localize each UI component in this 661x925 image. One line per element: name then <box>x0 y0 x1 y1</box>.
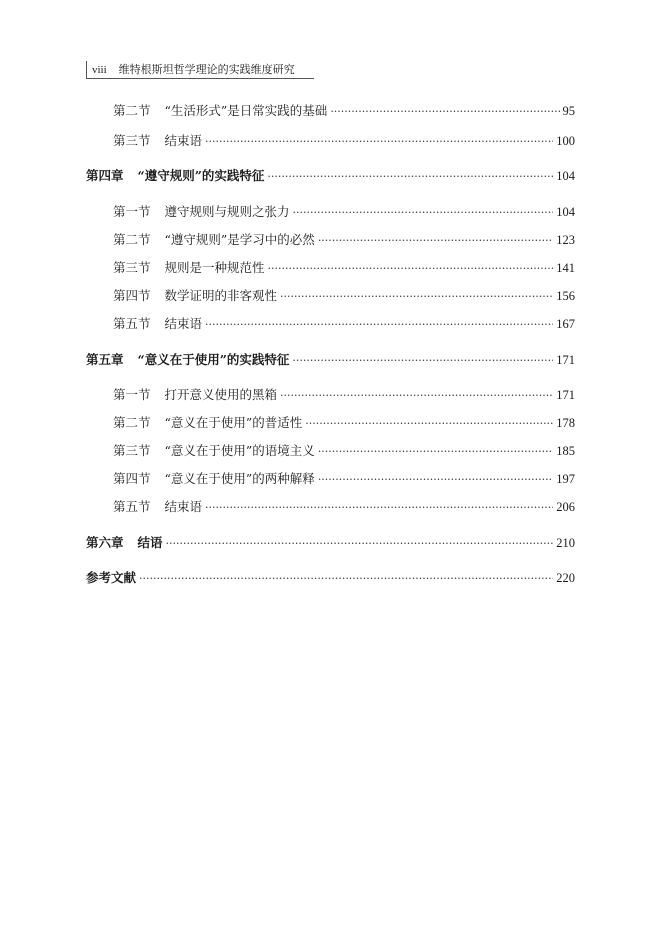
toc-entry-number: 第四节 <box>113 471 151 486</box>
dot-leader <box>305 417 553 430</box>
toc-entry-page: 185 <box>556 444 575 458</box>
dot-leader <box>139 572 553 585</box>
toc-entry[interactable] <box>113 258 575 278</box>
toc-entry-title: 打开意义使用的黑箱 <box>164 387 278 402</box>
toc-entry-number: 第二节 <box>113 415 151 430</box>
toc-entry-page: 197 <box>556 472 575 486</box>
header-book-title: 维特根斯坦哲学理论的实践维度研究 <box>118 63 295 76</box>
toc-entry[interactable] <box>113 413 575 433</box>
toc-entry-number: 第三节 <box>113 133 151 148</box>
toc-entry-number: 第二节 <box>113 232 151 247</box>
toc-entry[interactable] <box>113 131 575 151</box>
dot-leader <box>166 537 554 550</box>
toc-chapter-number: 第六章 <box>86 535 124 550</box>
toc-entry[interactable] <box>113 314 575 334</box>
toc-entry-page: 156 <box>556 289 575 303</box>
dot-leader <box>330 105 559 118</box>
dot-leader <box>268 262 554 275</box>
toc-entry-number: 第二节 <box>113 103 151 118</box>
toc-chapter-title: 结语 <box>137 535 163 550</box>
dot-leader <box>267 170 553 183</box>
dot-leader <box>280 290 553 303</box>
toc-chapter[interactable] <box>86 166 575 186</box>
toc-chapter-title: “遵守规则”的实践特征 <box>137 168 265 183</box>
toc-entry-page: 141 <box>556 261 575 275</box>
toc-entry-page: 104 <box>556 205 575 219</box>
toc-entry[interactable] <box>113 497 575 517</box>
toc-entry[interactable] <box>113 385 575 405</box>
toc-entry-number: 第五节 <box>113 499 151 514</box>
toc-entry-page: 123 <box>556 233 575 247</box>
toc-chapter-page: 210 <box>556 536 575 550</box>
toc-chapter[interactable] <box>86 533 575 553</box>
dot-leader <box>205 135 553 148</box>
toc-entry[interactable] <box>113 230 575 250</box>
toc-chapter-title: 参考文献 <box>86 570 137 585</box>
toc-entry-page: 178 <box>556 416 575 430</box>
toc-chapter-page: 104 <box>556 169 575 183</box>
dot-leader <box>205 501 553 514</box>
toc-entry-title: 结束语 <box>164 133 203 148</box>
toc-entry-page: 95 <box>562 104 575 118</box>
dot-leader <box>318 473 553 486</box>
toc-entry-title: “意义在于使用”的普适性 <box>164 415 303 430</box>
header-page-number: viii <box>92 64 107 76</box>
dot-leader <box>318 234 553 247</box>
toc-chapter[interactable] <box>86 568 575 588</box>
toc-entry-page: 171 <box>556 388 575 402</box>
toc-entry-title: 结束语 <box>164 316 203 331</box>
toc-entry-number: 第三节 <box>113 443 151 458</box>
toc-entry-title: 数学证明的非客观性 <box>164 288 278 303</box>
dot-leader <box>205 318 553 331</box>
toc-entry-page: 167 <box>556 317 575 331</box>
toc-entry-number: 第五节 <box>113 316 151 331</box>
toc-chapter-title: “意义在于使用”的实践特征 <box>137 352 290 367</box>
toc-entry-title: 规则是一种规范性 <box>164 260 265 275</box>
dot-leader <box>292 354 553 367</box>
toc-entry-title: 结束语 <box>164 499 203 514</box>
toc-entry-number: 第四节 <box>113 288 151 303</box>
toc-entry-title: “意义在于使用”的两种解释 <box>164 471 315 486</box>
toc-entry[interactable] <box>113 101 575 121</box>
toc-entry-number: 第三节 <box>113 260 151 275</box>
toc-entry-title: “遵守规则”是学习中的必然 <box>164 232 315 247</box>
toc-chapter[interactable] <box>86 350 575 370</box>
toc-chapter-page: 220 <box>556 571 575 585</box>
toc-entry[interactable] <box>113 469 575 489</box>
toc-entry[interactable] <box>113 441 575 461</box>
dot-leader <box>318 445 553 458</box>
toc-chapter-number: 第四章 <box>86 168 124 183</box>
dot-leader <box>280 389 553 402</box>
toc-entry-title: “生活形式”是日常实践的基础 <box>164 103 328 118</box>
toc-entry[interactable] <box>113 286 575 306</box>
toc-entry-title: 遵守规则与规则之张力 <box>164 204 290 219</box>
toc-entry-number: 第一节 <box>113 204 151 219</box>
toc-entry-number: 第一节 <box>113 387 151 402</box>
toc-entry-page: 206 <box>556 500 575 514</box>
dot-leader <box>293 206 554 219</box>
toc-chapter-number: 第五章 <box>86 352 124 367</box>
toc-entry[interactable] <box>113 202 575 222</box>
toc-chapter-page: 171 <box>556 353 575 367</box>
toc-entry-page: 100 <box>556 134 575 148</box>
toc-entry-title: “意义在于使用”的语境主义 <box>164 443 315 458</box>
